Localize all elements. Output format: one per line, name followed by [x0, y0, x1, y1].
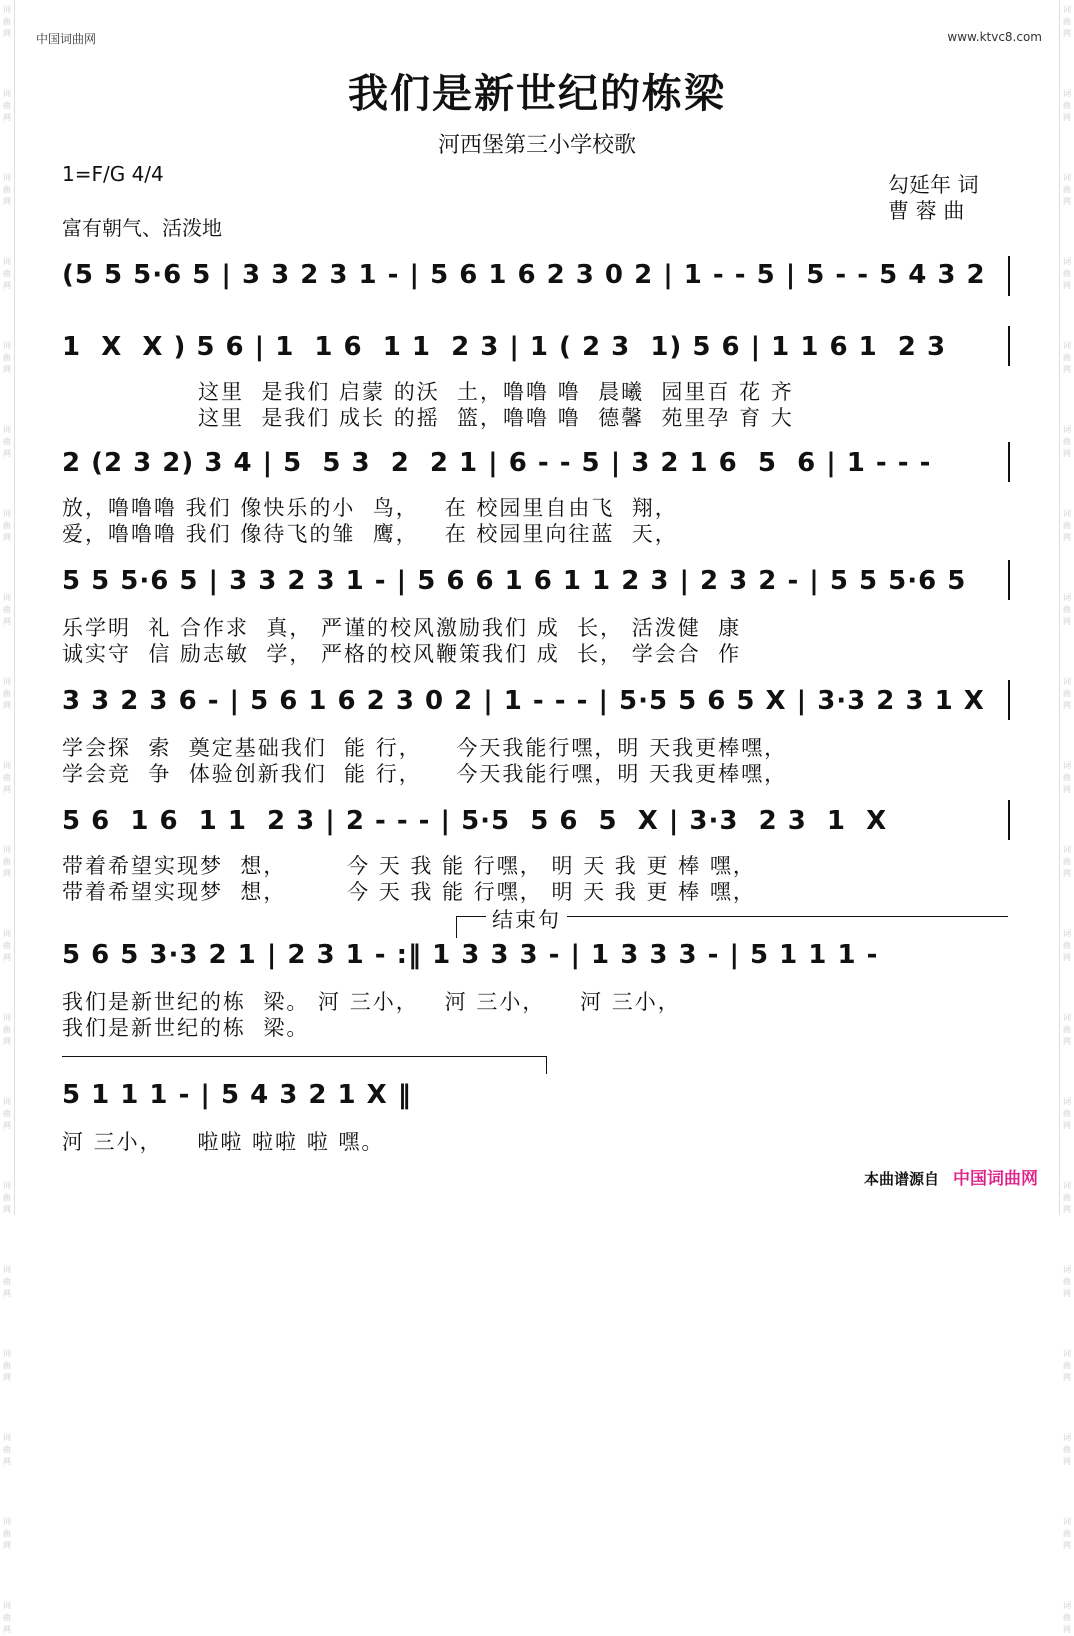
side-mark: 词曲网	[3, 1265, 11, 1298]
lyric-verse-2: 学会竞 争 体验创新我们 能 行， 今天我能行嘿，明 天我更棒嘿，	[62, 762, 788, 786]
side-mark: 词曲网	[1063, 677, 1071, 710]
left-watermark-strip	[0, 0, 15, 1634]
side-mark: 词曲网	[1063, 1517, 1071, 1550]
lyric-verse-1: 放，噜噜噜 我们 像快乐的小 鸟， 在 校园里自由飞 翔，	[62, 496, 678, 520]
side-mark: 词曲网	[1063, 173, 1071, 206]
side-mark: 词曲网	[3, 1601, 11, 1634]
notation-line: 1 X X ) 5 6 | 1 1 6 1 1 2 3 | 1 ( 2 3 1) 5 6 | 1 1 6 1 2 3	[62, 332, 947, 362]
side-mark: 词曲网	[1063, 593, 1071, 626]
side-mark: 词曲网	[3, 509, 11, 542]
lyric-verse-2: 爱，噜噜噜 我们 像待飞的雏 鹰， 在 校园里向往蓝 天，	[62, 522, 678, 546]
notation-line: 2 (2 3 2) 3 4 | 5 5 3 2 2 1 | 6 - - 5 | 3 2 1 6 5 6 | 1 - - -	[62, 448, 932, 478]
site-name-left: 中国词曲网	[36, 32, 97, 46]
side-mark: 词曲网	[1063, 341, 1071, 374]
side-mark: 词曲网	[1063, 1265, 1071, 1298]
side-mark: 词曲网	[1063, 1097, 1071, 1130]
lyric-verse-1: 带着希望实现梦 想， 今 天 我 能 行嘿， 明 天 我 更 棒 嘿，	[62, 854, 756, 878]
lyric-verse-1: 学会探 索 奠定基础我们 能 行， 今天我能行嘿，明 天我更棒嘿，	[62, 736, 788, 760]
side-mark: 词曲网	[1063, 845, 1071, 878]
side-mark: 词曲网	[1063, 1013, 1071, 1046]
side-mark: 词曲网	[3, 425, 11, 458]
lyric-verse-1: 河 三小， 啦啦 啦啦 啦 嘿。	[62, 1130, 385, 1154]
ending-label: 结束句	[486, 904, 567, 934]
side-mark: 词曲网	[3, 845, 11, 878]
side-mark: 词曲网	[3, 1433, 11, 1466]
side-mark: 词曲网	[3, 89, 11, 122]
barline	[1008, 442, 1010, 482]
notation-line: 5 6 1 6 1 1 2 3 | 2 - - - | 5·5 5 6 5 X | 3·3 2 3 1 X	[62, 806, 888, 836]
lyric-verse-2: 我们是新世纪的栋 梁。	[62, 1016, 310, 1040]
side-mark: 词曲网	[1063, 1349, 1071, 1382]
lyric-verse-1: 乐学明 礼 合作求 真， 严谨的校风激励我们 成 长， 活泼健 康	[62, 616, 742, 640]
side-mark: 词曲网	[1063, 509, 1071, 542]
lyric-verse-1: 我们是新世纪的栋 梁。 河 三小， 河 三小， 河 三小，	[62, 990, 681, 1014]
side-mark: 词曲网	[1063, 5, 1071, 38]
lyric-verse-2: 带着希望实现梦 想， 今 天 我 能 行嘿， 明 天 我 更 棒 嘿，	[62, 880, 756, 904]
side-mark: 词曲网	[1063, 929, 1071, 962]
side-mark: 词曲网	[1063, 1601, 1071, 1634]
notation-line: (5 5 5·6 5 | 3 3 2 3 1 - | 5 6 1 6 2 3 0 2 | 1 - - 5 | 5 - - 5 4 3 2	[62, 260, 986, 290]
notation-line: 3 3 2 3 6 - | 5 6 1 6 2 3 0 2 | 1 - - - | 5·5 5 6 5 X | 3·3 2 3 1 X	[62, 686, 985, 716]
composer: 曹 蓉 曲	[888, 199, 965, 223]
side-mark: 词曲网	[3, 1097, 11, 1130]
song-title: 我们是新世纪的栋梁	[348, 71, 726, 117]
ending-bracket	[62, 1056, 546, 1057]
source-site-link[interactable]: 中国词曲网	[953, 1169, 1038, 1189]
source-footer	[864, 1164, 1038, 1189]
side-mark: 词曲网	[1063, 761, 1071, 794]
source-label: 本曲谱源自	[863, 1170, 939, 1188]
tempo-marking: 富有朝气、活泼地	[62, 216, 222, 240]
notation-line: 5 5 5·6 5 | 3 3 2 3 1 - | 5 6 6 1 6 1 1 2 3 | 2 3 2 - | 5 5 5·6 5	[62, 566, 967, 596]
side-mark: 词曲网	[1063, 257, 1071, 290]
side-mark: 词曲网	[3, 593, 11, 626]
credits	[888, 172, 979, 224]
barline	[1008, 326, 1010, 366]
side-mark: 词曲网	[3, 1517, 11, 1550]
lyric-verse-1: 这里 是我们 启蒙 的沃 土，噜噜 噜 晨曦 园里百 花 齐	[198, 380, 794, 404]
side-mark: 词曲网	[1063, 1433, 1071, 1466]
side-mark: 词曲网	[3, 257, 11, 290]
side-mark: 词曲网	[1063, 1181, 1071, 1214]
notation-line: 5 1 1 1 - | 5 4 3 2 1 X ‖	[62, 1080, 412, 1110]
barline	[1008, 560, 1010, 600]
side-mark: 词曲网	[3, 677, 11, 710]
side-mark: 词曲网	[3, 5, 11, 38]
side-mark: 词曲网	[3, 761, 11, 794]
side-mark: 词曲网	[3, 1349, 11, 1382]
barline	[1008, 680, 1010, 720]
side-mark: 词曲网	[3, 929, 11, 962]
site-url-right: www.ktvc8.com	[947, 30, 1042, 44]
song-subtitle: 河西堡第三小学校歌	[437, 133, 636, 158]
key-signature: 1=F/G 4/4	[62, 162, 164, 186]
side-mark: 词曲网	[1063, 89, 1071, 122]
barline	[1008, 256, 1010, 296]
ending-bracket-hook	[456, 916, 457, 938]
barline	[1008, 800, 1010, 840]
ending-bracket-hook	[546, 1056, 547, 1074]
side-mark: 词曲网	[3, 341, 11, 374]
notation-line: 5 6 5 3·3 2 1 | 2 3 1 - :‖ 1 3 3 3 - | 1 3 3 3 - | 5 1 1 1 -	[62, 940, 879, 970]
side-mark: 词曲网	[3, 173, 11, 206]
side-mark: 词曲网	[1063, 425, 1071, 458]
right-watermark-strip	[1059, 0, 1074, 1634]
lyricist: 勾延年 词	[888, 173, 979, 197]
side-mark: 词曲网	[3, 1013, 11, 1046]
side-mark: 词曲网	[3, 1181, 11, 1214]
lyric-verse-2: 诚实守 信 励志敏 学， 严格的校风鞭策我们 成 长， 学会合 作	[62, 642, 742, 666]
lyric-verse-2: 这里 是我们 成长 的摇 篮，噜噜 噜 德馨 苑里孕 育 大	[198, 406, 794, 430]
